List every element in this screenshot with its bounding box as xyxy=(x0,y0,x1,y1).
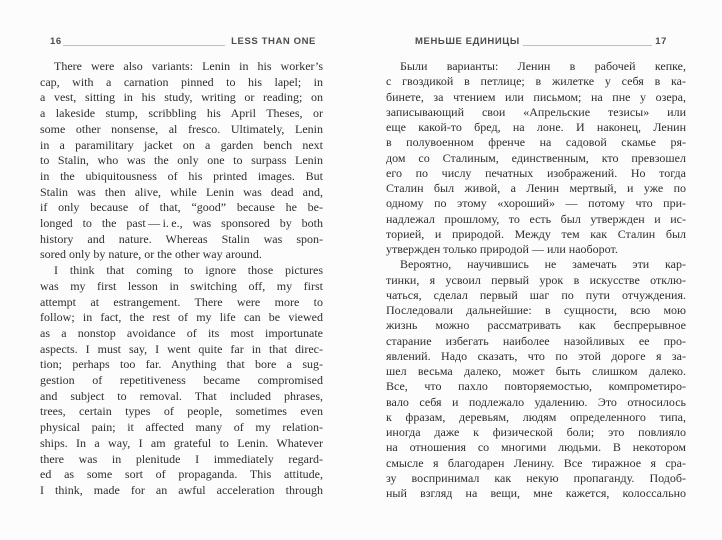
page-right-text xyxy=(386,59,686,501)
text-line: gestion of repetitiveness became compromised xyxy=(40,373,323,388)
text-line: тинки, я усвоил первый урок в искусстве отклю- xyxy=(386,272,686,287)
text-line: longed to the past — i. e., was sponsored by both xyxy=(40,216,323,231)
text-line: чаться, сделал первый шаг по пути отчуждения. xyxy=(386,287,686,302)
text-line: с гвоздикой в петлице; в жилетке у себя в ка- xyxy=(386,74,686,89)
text-line: Все, что пахло повторяемостью, компрометиро- xyxy=(386,379,686,394)
text-line: его по числу печатных изображений. Но тогда xyxy=(386,165,686,180)
text-line: на отношения со многими людьми. В некотором xyxy=(386,440,686,455)
text-line: иногда даже к физической боли; это повлияло xyxy=(386,425,686,439)
text-line: Были варианты: Ленин в рабочей кепке, xyxy=(400,59,686,73)
text-line: some other nonsense, al fresco. Ultimately, Lenin xyxy=(40,121,323,136)
text-line: Сталин был живой, а Ленин мертвый, и уже по xyxy=(386,181,686,195)
text-line: if only because of that, “good” because he be- xyxy=(40,200,323,215)
text-line: одному по этому «хороший» — потому что при- xyxy=(386,196,686,211)
text-line: tion; perhaps too far. Anything that bore a sug- xyxy=(40,357,323,372)
text-line: явлений. Надо сказать, что по этой дороге я за- xyxy=(386,348,686,363)
text-line: a vest, sitting in his study, writing or reading; on xyxy=(40,90,323,105)
text-line: in a paramilitary jacket on a garden bench next xyxy=(40,137,323,152)
page-left-text xyxy=(40,59,323,499)
text-line: к фразам, деревьям, людям определенного типа, xyxy=(386,409,686,424)
text-line: history and nature. Whereas Stalin was spon- xyxy=(40,231,323,246)
page-right-header xyxy=(415,36,667,47)
running-title: LESS THAN ONE xyxy=(231,36,316,47)
text-line: attempt at estrangement. There were more to xyxy=(40,294,323,309)
header-rule xyxy=(523,45,652,46)
text-line: I think that coming to ignore those pictures xyxy=(54,263,323,278)
text-line: and subject to removal. That included phrases, xyxy=(40,388,323,403)
text-line: Вероятно, научившись не замечать эти кар- xyxy=(400,257,686,272)
page-number: 17 xyxy=(655,36,667,47)
text-line: aspects. I must say, I went quite far in that direc- xyxy=(40,341,323,356)
page-left-header xyxy=(50,36,316,47)
text-line: записывающий свои «Апрельские тезисы» или xyxy=(386,104,686,119)
text-line: follow; in fact, the rest of my life can be viewed xyxy=(40,310,323,325)
page-left xyxy=(40,36,323,499)
text-line: I think, made for an awful acceleration through xyxy=(40,482,323,497)
text-line: бинете, за чтением или письмом; на пне у озера, xyxy=(386,89,686,104)
text-line: There were also variants: Lenin in his worker’s xyxy=(54,59,323,73)
text-line: вало себя и подлежало удалению. Это относилось xyxy=(386,394,686,409)
text-line: a lakeside stump, scribbling his April Theses, or xyxy=(40,106,323,121)
text-line: physical pain; it affected many of my relation- xyxy=(40,420,323,435)
text-line: ed as some sort of propaganda. This attitude, xyxy=(40,467,323,482)
running-title: МЕНЬШЕ ЕДИНИЦЫ xyxy=(415,36,520,47)
text-line: was my first lesson in switching off, my first xyxy=(40,278,323,293)
text-line: trees, certain types of people, sometimes even xyxy=(40,404,323,419)
text-line: утвержден только природой — или наоборот. xyxy=(386,242,618,256)
text-line: шел весьма далеко, может быть слишком далеко. xyxy=(386,364,686,378)
text-line: дом со Сталиным, единственным, кто превзошел xyxy=(386,150,686,165)
text-line: sored only by nature, or the other way around. xyxy=(40,247,262,262)
text-line: старание избегать наиболее назойливых ее про- xyxy=(386,333,686,348)
text-line: еще какой-то бред, на лоне. И наконец, Ленин xyxy=(386,120,686,134)
page-right xyxy=(386,36,686,501)
text-line: cap, with a carnation pinned to his lapel; in xyxy=(40,74,323,89)
text-line: to Stalin, who was the only one to surpass Lenin xyxy=(40,153,323,168)
text-line: there was in plenitude I immediately regard- xyxy=(40,451,323,466)
header-rule xyxy=(63,45,225,46)
text-line: торией, и природой. Между тем как Сталин был xyxy=(386,226,686,241)
text-line: in the ubiquitousness of his printed images. But xyxy=(40,168,323,183)
text-line: смысле я благодарен Ленину. Все тиражное я сра- xyxy=(386,455,686,470)
text-line: as a nonstop avoidance of its most importunate xyxy=(40,325,323,340)
text-line: зу воспринимал как некую пропаганду. Подоб- xyxy=(386,470,686,485)
text-line: Stalin was then alive, while Lenin was dead and, xyxy=(40,184,323,199)
text-line: Последовали дальнейшие: в сущности, всю мою xyxy=(386,303,686,317)
text-line: надлежал прошлому, то есть был утвержден и ис- xyxy=(386,211,686,226)
text-line: ный взгляд на вещи, мне кажется, колоссально xyxy=(386,486,686,500)
page-number: 16 xyxy=(50,36,62,47)
text-line: в полувоенном френче на садовой скамье ря- xyxy=(386,135,686,150)
text-line: ships. In a way, I am grateful to Lenin. Whatever xyxy=(40,435,323,450)
text-line: жизнь можно рассматривать как беспрерывное xyxy=(386,318,686,333)
